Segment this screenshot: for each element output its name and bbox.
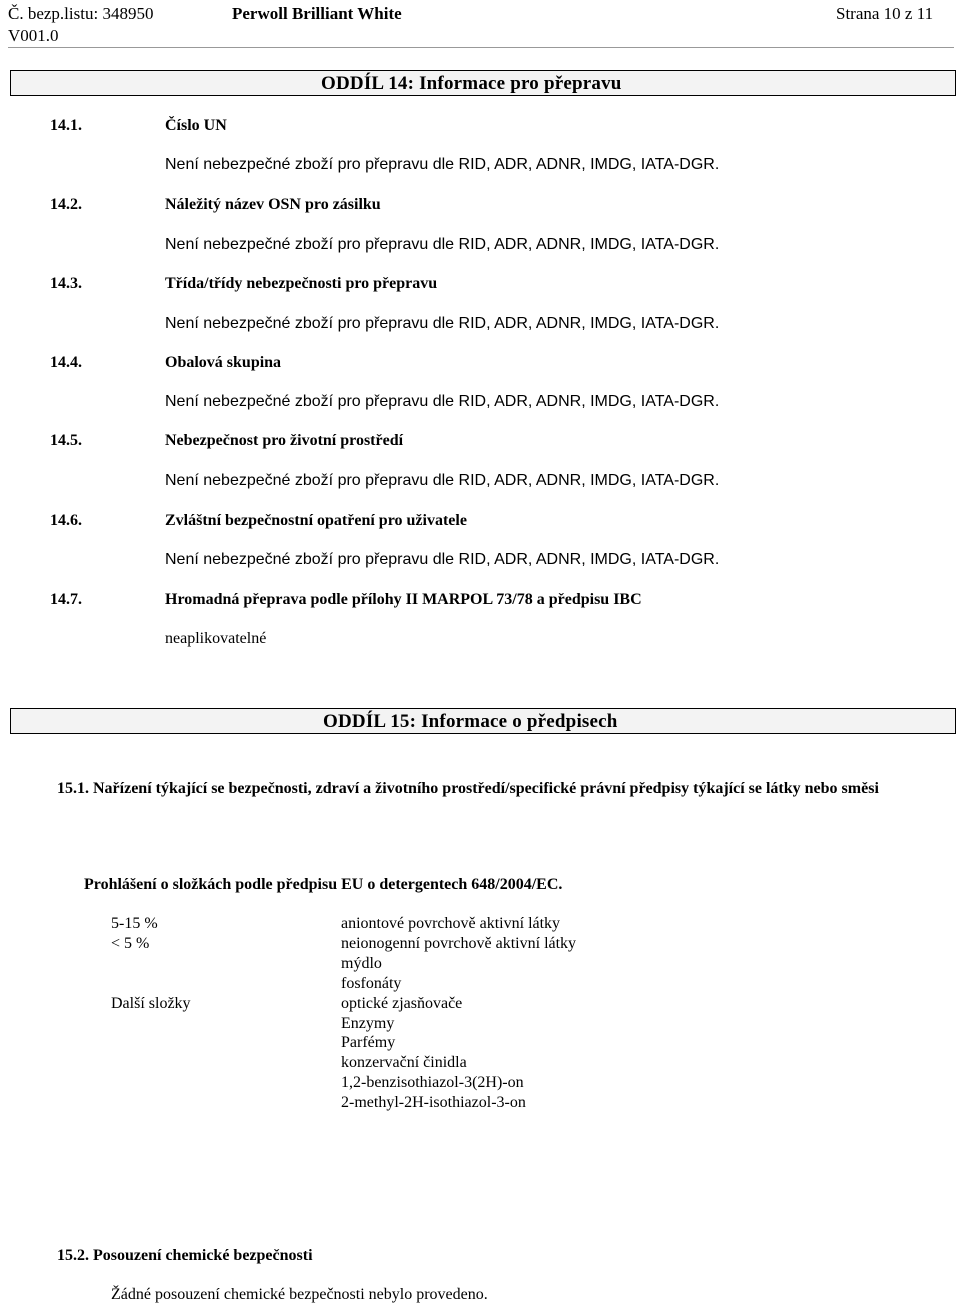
ingredient-name: konzervační činidla [341, 1054, 467, 1071]
chemical-safety-text: Žádné posouzení chemické bezpečnosti nebylo provedeno. [111, 1286, 488, 1303]
ingredient-name: aniontové povrchově aktivní látky [341, 915, 561, 932]
item-title: Zvláštní bezpečnostní opatření pro uživatele [165, 512, 467, 529]
item-text: Není nebezpečné zboží pro přepravu dle RID, ADR, ADNR, IMDG, IATA-DGR. [165, 156, 720, 173]
ingredient-amount: 5-15 % [111, 915, 158, 932]
ingredient-name: optické zjasňovače [341, 995, 463, 1012]
item-text: Není nebezpečné zboží pro přepravu dle RID, ADR, ADNR, IMDG, IATA-DGR. [165, 236, 720, 253]
item-number: 14.1. [50, 117, 82, 134]
page-number: Strana 10 z 11 [836, 4, 934, 23]
sheet-number: Č. bezp.listu: 348950 [8, 4, 154, 23]
item-number: 14.6. [50, 512, 82, 529]
header-divider [8, 47, 954, 48]
subsection-15-1: 15.1. Nařízení týkající se bezpečnosti, zdraví a životního prostředí/specifické právní předpisy týkající se látky nebo směsi [57, 780, 879, 797]
section-14-title: ODDÍL 14: Informace pro přepravu [321, 73, 622, 94]
ingredient-amount: Další složky [111, 995, 191, 1012]
item-text: Není nebezpečné zboží pro přepravu dle RID, ADR, ADNR, IMDG, IATA-DGR. [165, 551, 720, 568]
ingredient-name: Enzymy [341, 1015, 395, 1032]
ingredient-name: mýdlo [341, 955, 382, 972]
item-title: Nebezpečnost pro životní prostředí [165, 432, 404, 449]
item-text: neaplikovatelné [165, 630, 267, 647]
ingredient-name: neionogenní povrchově aktivní látky [341, 935, 577, 952]
item-number: 14.5. [50, 432, 82, 449]
item-title: Číslo UN [165, 117, 227, 134]
section-15-title: ODDÍL 15: Informace o předpisech [323, 711, 618, 732]
item-title: Náležitý název OSN pro zásilku [165, 196, 381, 213]
item-number: 14.3. [50, 275, 82, 292]
item-number: 14.2. [50, 196, 82, 213]
item-text: Není nebezpečné zboží pro přepravu dle RID, ADR, ADNR, IMDG, IATA-DGR. [165, 315, 720, 332]
ingredient-name: 1,2-benzisothiazol-3(2H)-on [341, 1074, 524, 1091]
product-name: Perwoll Brilliant White [232, 4, 402, 23]
section-15-header [10, 708, 956, 734]
subsection-15-2: 15.2. Posouzení chemické bezpečnosti [57, 1247, 313, 1264]
item-text: Není nebezpečné zboží pro přepravu dle RID, ADR, ADNR, IMDG, IATA-DGR. [165, 472, 720, 489]
ingredient-amount: < 5 % [111, 935, 150, 952]
ingredient-name: Parfémy [341, 1034, 396, 1051]
item-title: Třída/třídy nebezpečnosti pro přepravu [165, 275, 438, 292]
item-number: 14.4. [50, 354, 82, 371]
item-text: Není nebezpečné zboží pro přepravu dle RID, ADR, ADNR, IMDG, IATA-DGR. [165, 393, 720, 410]
item-number: 14.7. [50, 591, 82, 608]
item-title: Obalová skupina [165, 354, 282, 371]
section-14-header [10, 70, 956, 96]
ingredient-name: fosfonáty [341, 975, 402, 992]
version: V001.0 [8, 26, 59, 45]
item-title: Hromadná přeprava podle přílohy II MARPOL 73/78 a předpisu IBC [165, 591, 642, 608]
ingredient-name: 2-methyl-2H-isothiazol-3-on [341, 1094, 526, 1111]
detergent-declaration: Prohlášení o složkách podle předpisu EU o detergentech 648/2004/EC. [84, 876, 563, 893]
